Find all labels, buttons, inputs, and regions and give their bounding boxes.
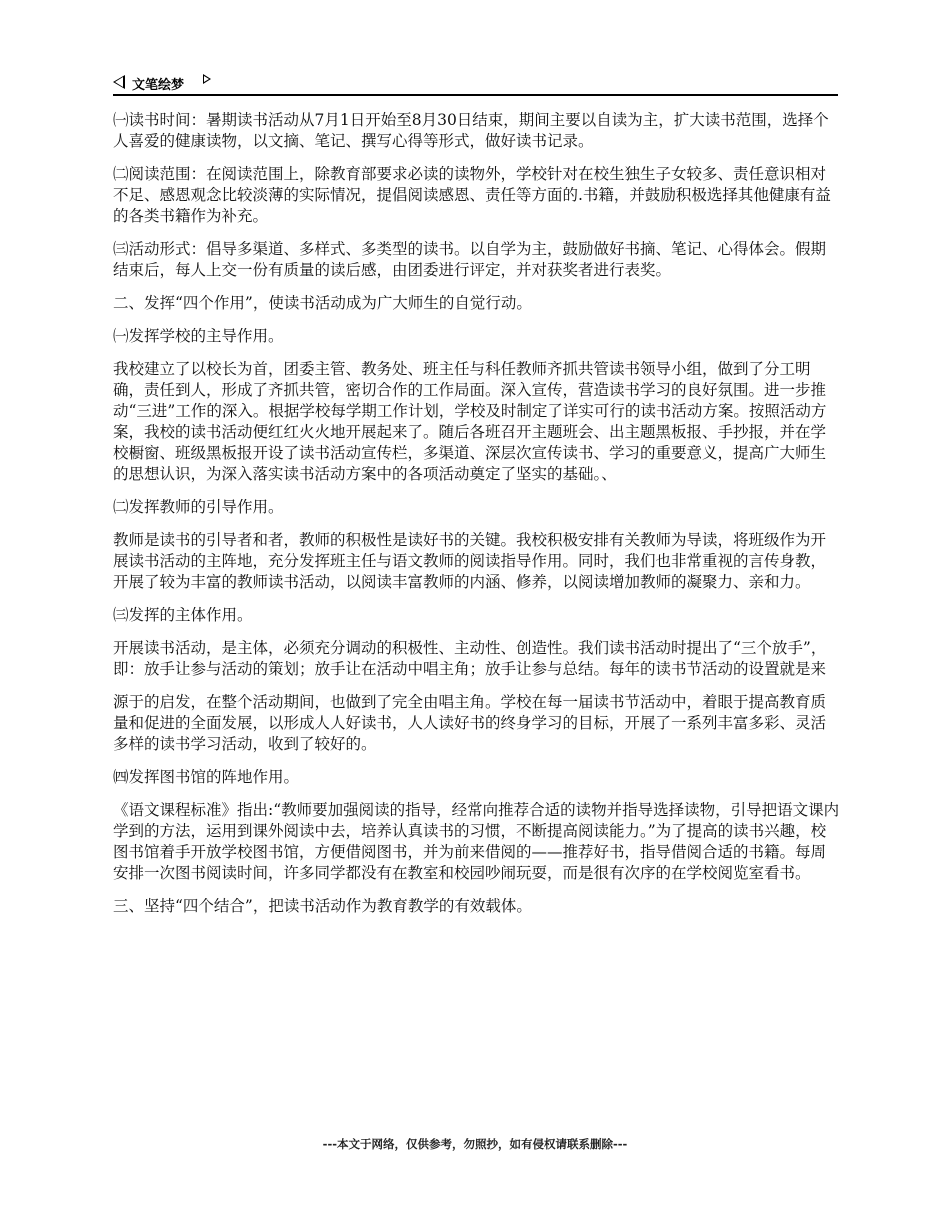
brand-name: 文笔绘梦 bbox=[132, 78, 185, 93]
paragraph: 我校建立了以校长为首，团委主管、教务处、班主任与科任教师齐抓共管读书领导小组，做到了分工明确，责任到人，形成了齐抓共管，密切合作的工作局面。深入宣传，营造读书学习的良好氛围。进一步推动“三进”工作的深入。根据学校每学期工作计划，学校及时制定了详实可行的读书活动方案。按照活动方案，我校的读书活动便红红火火地开展起来了。随后各班召开主题班会、出主题黑板报、手抄报，并在学校橱窗、班级黑板报开设了读书活动宣传栏，多渠道、深层次宣传读书、学习的重要意义，提高广大师生的思想认识，为深入落实读书活动方案中的各项活动奠定了坚实的基础。、 bbox=[113, 360, 827, 483]
subsection-heading: ㈠发挥学校的主导作用。 bbox=[113, 327, 284, 345]
section-heading: 三、坚持“四个结合”，把读书活动作为教育教学的有效载体。 bbox=[113, 897, 532, 915]
paragraph: 教师是读书的引导者和者，教师的积极性是读好书的关键。我校积极安排有关教师为导读，将班级作为开展读书活动的主阵地，充分发挥班主任与语文教师的阅读指导作用。同时，我们也非常重视的言传身教，开展了较为丰富的教师读书活动，以阅读丰富教师的内涵、修养，以阅读增加教师的凝聚力、亲和力。 bbox=[113, 531, 827, 591]
subsection-heading: ㈢发挥的主体作用。 bbox=[113, 606, 253, 624]
page-header bbox=[113, 72, 838, 96]
paragraph: ㈡阅读范围：在阅读范围上，除教育部要求必读的读物外，学校针对在校生独生子女较多、责任意识相对不足、感恩观念比较淡薄的实际情况，提倡阅读感恩、责任等方面的.书籍，并鼓励积极选择其他健康有益的各类书籍作为补充。 bbox=[113, 165, 831, 225]
paragraph: 开展读书活动，是主体，必须充分调动的积极性、主动性、创造性。我们读书活动时提出了“三个放手”，即：放手让参与活动的策划；放手让在活动中唱主角；放手让参与总结。每年的读书节活动的设置就是来 bbox=[113, 639, 827, 678]
page-footer: ---本文于网络，仅供参考，勿照抄，如有侵权请联系删除--- bbox=[322, 1137, 628, 1151]
triangle-left-icon bbox=[113, 75, 125, 89]
paragraph: ㈠读书时间：暑期读书活动从7月1日开始至8月30日结束，期间主要以自读为主，扩大读书范围，选择个人喜爱的健康读物，以文摘、笔记、撰写心得等形式，做好读书记录。 bbox=[113, 111, 829, 150]
subsection-heading: ㈣发挥图书馆的阵地作用。 bbox=[113, 768, 300, 786]
paragraph: ㈢活动形式：倡导多渠道、多样式、多类型的读书。以自学为主，鼓励做好书摘、笔记、心得体会。假期结束后，每人上交一份有质量的读后感，由团委进行评定，并对获奖者进行表奖。 bbox=[113, 240, 827, 279]
section-heading: 二、发挥“四个作用”，使读书活动成为广大师生的自觉行动。 bbox=[113, 294, 532, 312]
subsection-heading: ㈡发挥教师的引导作用。 bbox=[113, 498, 284, 516]
triangle-right-icon bbox=[203, 74, 211, 84]
paragraph: 《语文课程标准》指出:“教师要加强阅读的指导，经常向推荐合适的读物并指导选择读物，引导把语文课内学到的方法，运用到课外阅读中去，培养认真读书的习惯，不断提高阅读能力。”为了提高的读书兴趣，校图书馆着手开放学校图书馆，方便借阅图书，并为前来借阅的——推荐好书，指导借阅合适的书籍。每周安排一次图书阅读时间，许多同学都没有在教室和校园吵闹玩耍，而是很有次序的在学校阅览室看书。 bbox=[113, 801, 840, 882]
paragraph: 源于的启发，在整个活动期间，也做到了完全由唱主角。学校在每一届读书节活动中，着眼于提高教育质量和促进的全面发展，以形成人人好读书，人人读好书的终身学习的目标，开展了一系列丰富多彩、灵活多样的读书学习活动，收到了较好的。 bbox=[113, 693, 827, 753]
document-body bbox=[113, 110, 841, 929]
